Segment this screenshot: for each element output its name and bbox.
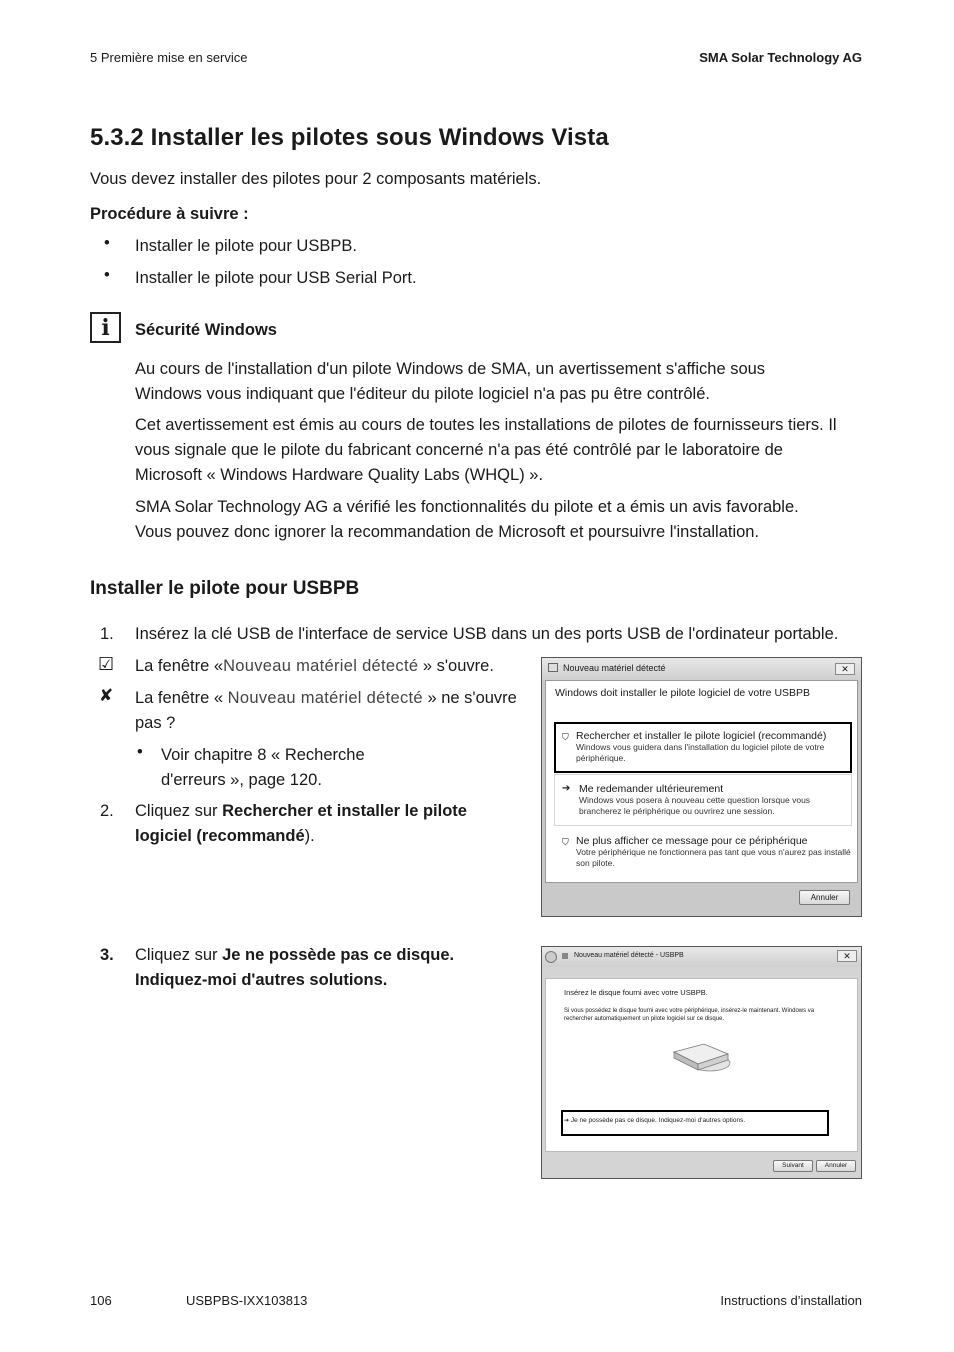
document-id: USBPBS-IXX103813: [186, 1293, 308, 1308]
dialog-new-hardware: [541, 657, 862, 917]
option-desc: son pilote.: [576, 858, 615, 868]
next-button[interactable]: Suivant: [773, 1160, 813, 1172]
bullet-icon: •: [104, 266, 110, 284]
intro-text: Vous devez installer des pilotes pour 2 composants matériels.: [90, 170, 542, 188]
cancel-button[interactable]: Annuler: [799, 890, 850, 905]
option-desc: Windows vous posera à nouveau cette question lorsque vous: [579, 795, 811, 805]
option-desc: Windows vous guidera dans l'installation du logiciel pilote de votre: [576, 742, 825, 752]
dialog-text: [564, 1007, 814, 1023]
back-icon[interactable]: [545, 951, 557, 963]
dialog-text-line: rechercher automatiquement un pilote logiciel sur ce disque.: [564, 1016, 725, 1022]
dialog-titlebar: [542, 947, 861, 967]
result-success: [135, 654, 494, 679]
close-icon[interactable]: ✕: [837, 950, 857, 962]
notice-line: Au cours de l'installation d'un pilote Windows de SMA, un avertissement s'affiche sous: [135, 360, 766, 378]
disc-drive-icon: [670, 1038, 734, 1074]
result-failure: [135, 686, 517, 711]
option-title: Rechercher et installer le pilote logiciel (recommandé): [576, 730, 827, 742]
bullet-icon: •: [137, 743, 143, 761]
dialog-titlebar: [542, 658, 861, 680]
result-failure-cont: pas ?: [135, 714, 176, 732]
option-title: Me redemander ultérieurement: [579, 783, 724, 795]
info-icon: i: [90, 312, 121, 343]
dialog-insert-disc: [541, 946, 862, 1179]
dialog-title: Nouveau matériel détecté: [563, 663, 666, 673]
window-name: Nouveau matériel détecté: [227, 689, 423, 707]
procedure-item: Installer le pilote pour USBPB.: [135, 237, 357, 255]
procedure-label: Procédure à suivre :: [90, 205, 249, 223]
notice-line: vous signale que le pilote du fabricant concerné n'a pas été contrôlé par le laboratoire de: [135, 441, 783, 459]
header-chapter: 5 Première mise en service: [90, 50, 248, 65]
result-text: » s'ouvre.: [418, 657, 494, 675]
hardware-icon: [548, 663, 558, 672]
hardware-icon: [562, 953, 568, 959]
close-icon[interactable]: ✕: [835, 663, 855, 675]
dialog-title: Nouveau matériel détecté - USBPB: [574, 952, 684, 959]
step-number: 1.: [100, 625, 114, 643]
option-dont-show[interactable]: [562, 835, 851, 869]
option-ask-later[interactable]: [562, 783, 810, 817]
page-number: 106: [90, 1293, 112, 1308]
step-emphasis: Je ne possède pas ce disque.: [222, 946, 455, 964]
option-title: Ne plus afficher ce message pour ce périphérique: [576, 835, 808, 847]
step-text: Cliquez sur: [135, 946, 223, 964]
step-1-text: Insérez la clé USB de l'interface de service USB dans un des ports USB de l'ordinateur portable.: [135, 625, 839, 643]
cancel-button[interactable]: Annuler: [816, 1160, 856, 1172]
arrow-right-icon: ➔: [564, 1118, 570, 1124]
step-text: Cliquez sur: [135, 802, 223, 820]
document-type: Instructions d’installation: [720, 1293, 862, 1308]
step-3-text: [135, 943, 454, 993]
result-text: » ne s'ouvre: [422, 689, 517, 707]
notice-paragraph-2: [135, 413, 837, 488]
shield-icon: ⛉: [562, 732, 569, 742]
step-emphasis: Rechercher et installer le pilote: [222, 802, 467, 820]
result-text: La fenêtre «: [135, 657, 224, 675]
dialog-heading: Insérez le disque fourni avec votre USBPB.: [564, 988, 708, 997]
checkbox-checked-icon: ☑: [98, 654, 115, 674]
option-title: Je ne possède pas ce disque. Indiquez-moi d'autres options.: [570, 1117, 746, 1124]
cross-icon: ✘: [99, 686, 114, 705]
procedure-item: Installer le pilote pour USB Serial Port.: [135, 269, 417, 287]
notice-title: Sécurité Windows: [135, 321, 277, 339]
option-desc: brancherez le périphérique ou ouvrirez une session.: [579, 806, 775, 816]
result-text: La fenêtre «: [135, 689, 228, 707]
step-2-text: [135, 799, 467, 849]
notice-paragraph-3: [135, 495, 799, 545]
dialog-body: [545, 978, 858, 1152]
option-desc: périphérique.: [576, 753, 626, 763]
sub-bullet: [161, 743, 365, 793]
dialog-body: [545, 680, 858, 883]
section-title: 5.3.2 Installer les pilotes sous Windows Vista: [90, 124, 609, 151]
step-number: 3.: [100, 946, 114, 964]
shield-icon: ⛉: [562, 837, 569, 847]
bullet-icon: •: [104, 234, 110, 252]
window-name: Nouveau matériel détecté: [223, 657, 419, 675]
notice-line: Windows vous indiquant que l'éditeur du pilote logiciel n'a pas pu être contrôlé.: [135, 385, 710, 403]
highlight-frame: [561, 1110, 829, 1136]
notice-line: Cet avertissement est émis au cours de toutes les installations de pilotes de fournisseurs tiers. Il: [135, 416, 837, 434]
notice-line: SMA Solar Technology AG a vérifié les fonctionnalités du pilote et a émis un avis favorable.: [135, 498, 799, 516]
step-text: ).: [304, 827, 315, 845]
sub-bullet-line: d'erreurs », page 120.: [161, 771, 322, 789]
step-emphasis: logiciel (recommandé: [135, 827, 305, 845]
step-emphasis: Indiquez-moi d'autres solutions.: [135, 971, 388, 989]
arrow-right-icon: ➔: [562, 783, 571, 794]
notice-line: Microsoft « Windows Hardware Quality Labs (WHQL) ».: [135, 466, 544, 484]
step-number: 2.: [100, 802, 114, 820]
highlight-frame: [554, 722, 852, 773]
subsection-title: Installer le pilote pour USBPB: [90, 578, 360, 599]
option-desc: Votre périphérique ne fonctionnera pas tant que vous n'aurez pas installé: [576, 847, 851, 857]
header-company: SMA Solar Technology AG: [699, 50, 862, 65]
dialog-heading: Windows doit installer le pilote logiciel de votre USBPB: [555, 687, 811, 699]
dialog-text-line: Si vous possédez le disque fourni avec votre périphérique, insérez-le maintenant. Windows va: [564, 1008, 815, 1014]
sub-bullet-line: Voir chapitre 8 « Recherche: [161, 746, 365, 764]
notice-line: Vous pouvez donc ignorer la recommandation de Microsoft et poursuivre l'installation.: [135, 523, 760, 541]
notice-paragraph-1: [135, 357, 765, 407]
